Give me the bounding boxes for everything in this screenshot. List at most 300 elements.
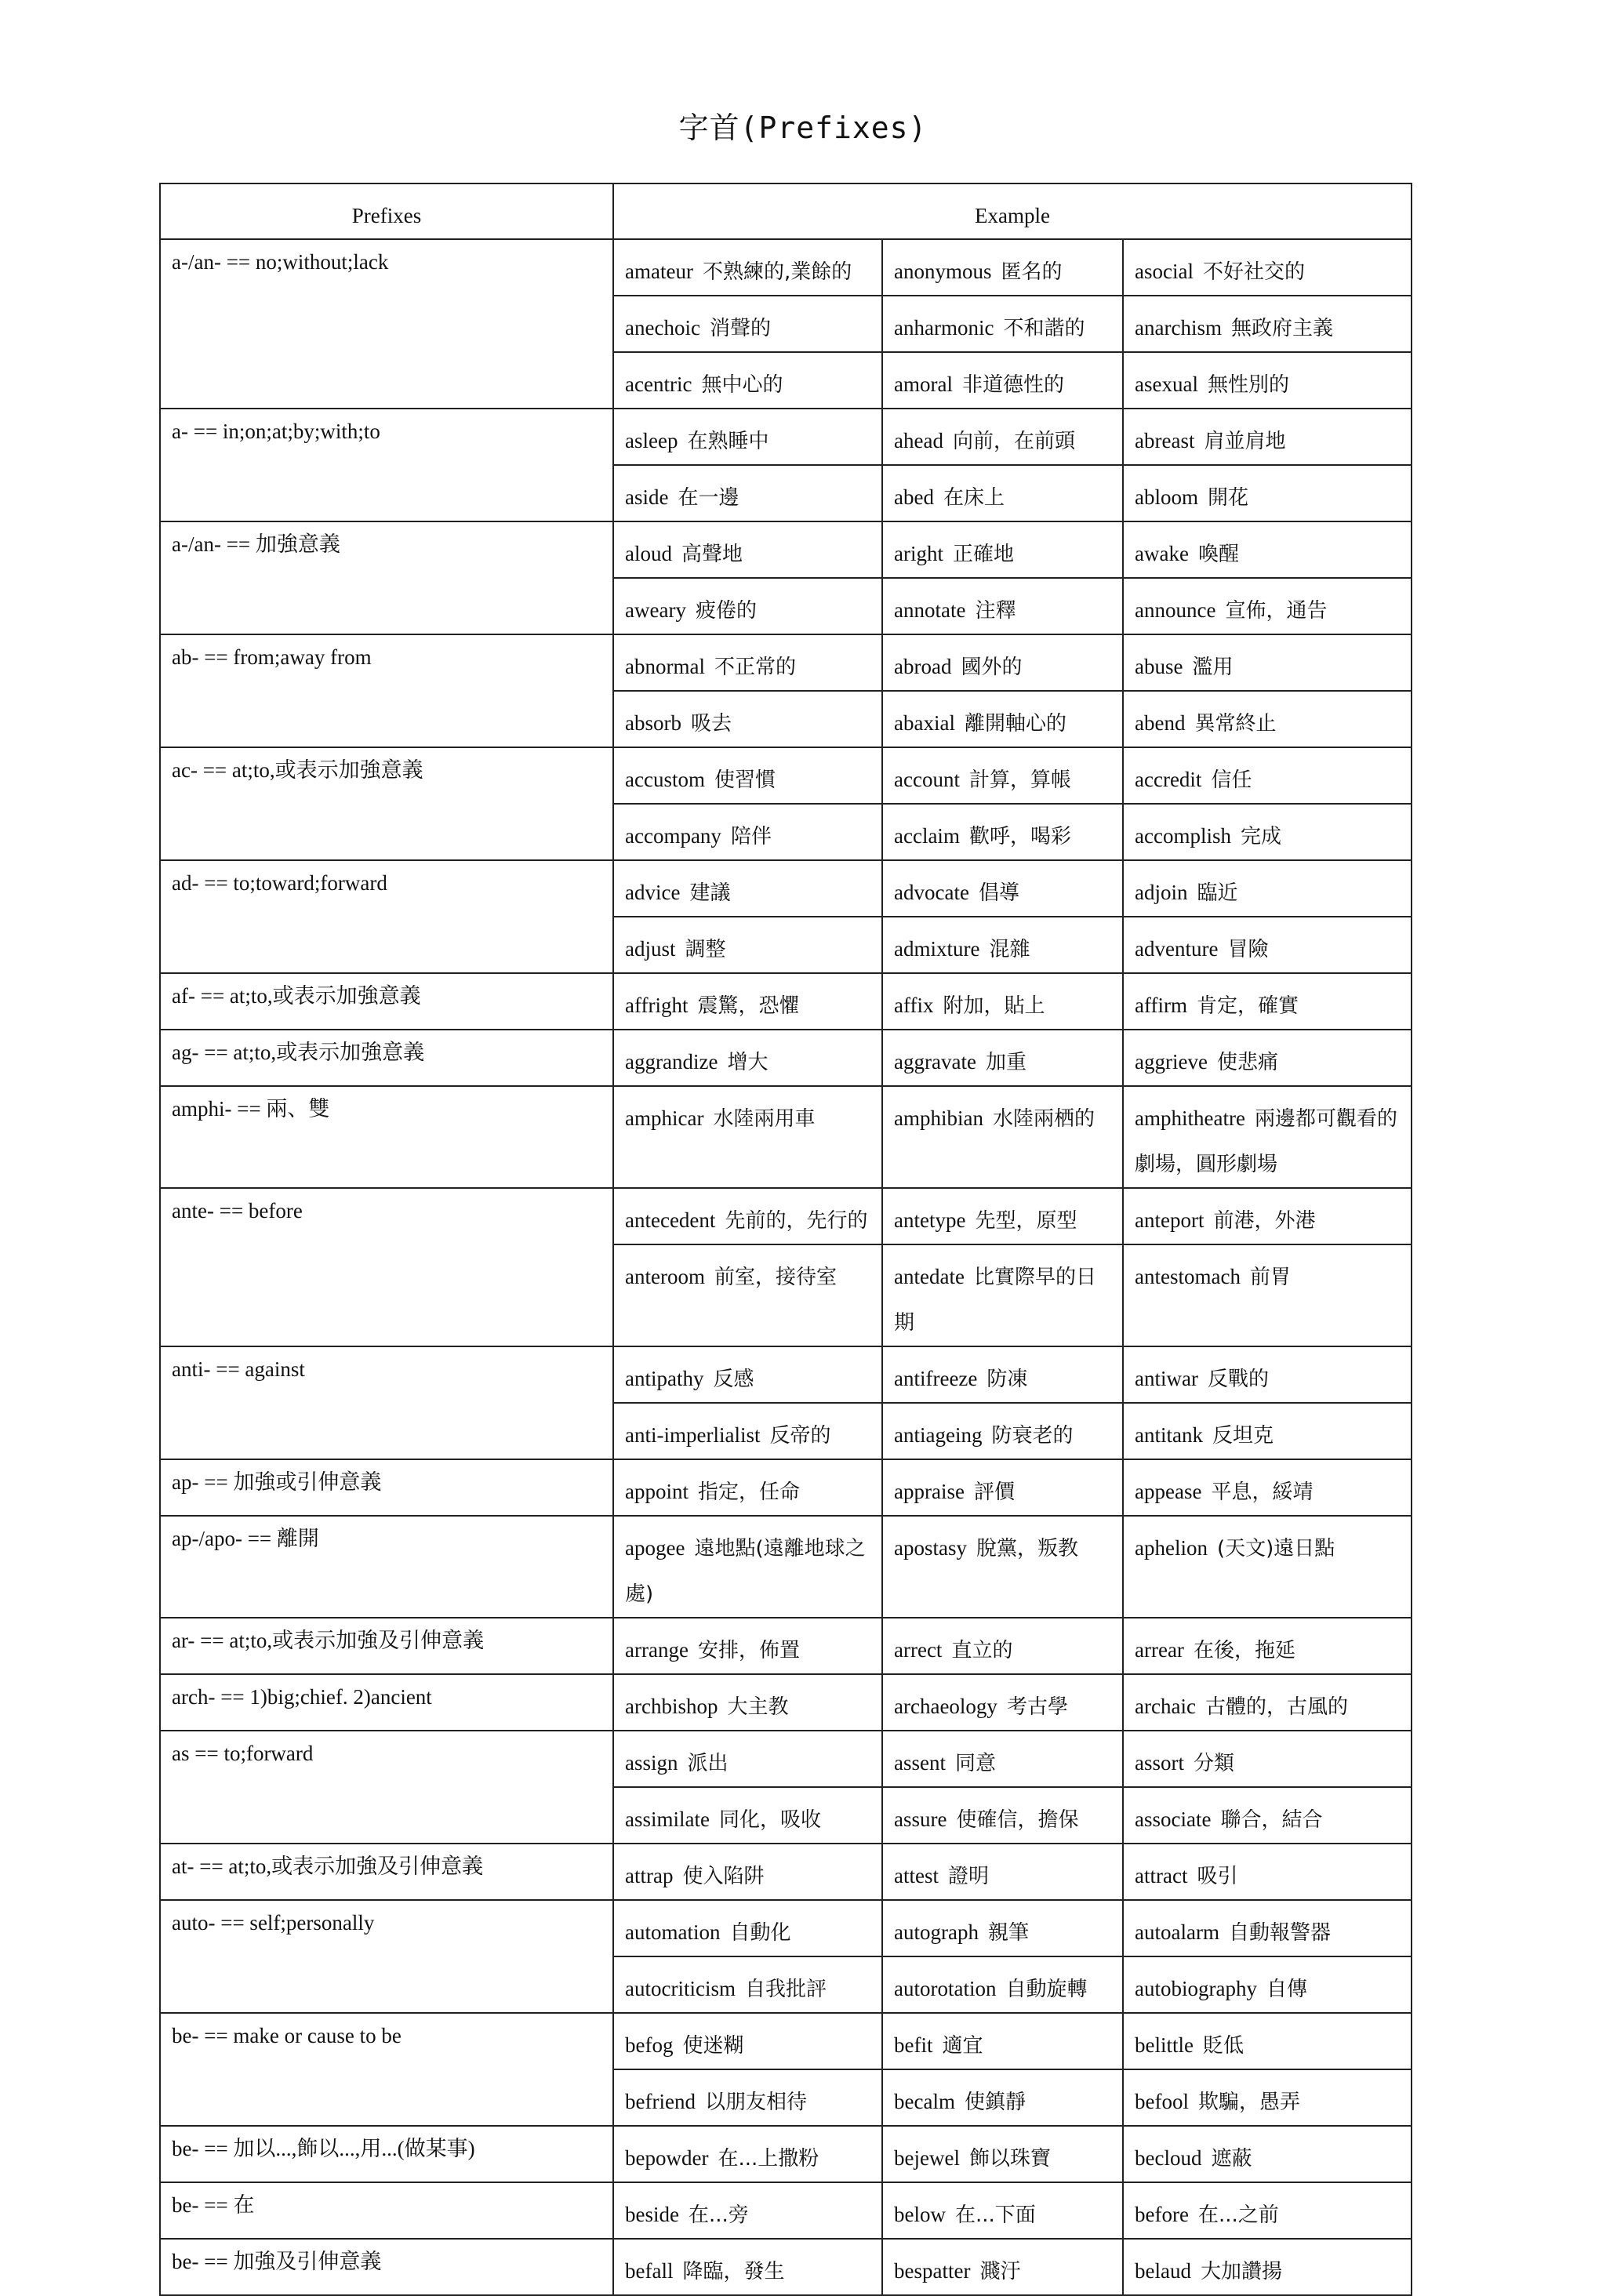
example-meaning: 高聲地	[681, 543, 743, 566]
example-cell	[1123, 917, 1412, 973]
example-word: asleep	[625, 429, 678, 452]
example-meaning: 使迷糊	[682, 2034, 744, 2058]
example-cell	[613, 296, 882, 352]
example-word: acclaim	[894, 824, 960, 848]
example-meaning: 比實際早的日期	[894, 1266, 1096, 1335]
example-meaning: 防凍	[986, 1368, 1028, 1391]
example-word: affix	[894, 994, 934, 1017]
example-cell	[882, 973, 1123, 1030]
example-word: aside	[625, 485, 669, 509]
example-meaning: 反戰的	[1207, 1368, 1269, 1391]
example-cell	[882, 578, 1123, 634]
example-meaning: 混雜	[989, 938, 1030, 961]
example-word: arrect	[894, 1638, 943, 1662]
example-meaning: 肯定，確實	[1196, 994, 1299, 1018]
example-word: amphibian	[894, 1106, 983, 1130]
table-body	[160, 239, 1412, 2295]
example-word: antifreeze	[894, 1367, 978, 1390]
table-row	[160, 521, 1412, 578]
example-meaning: 在...上撒粉	[718, 2147, 819, 2171]
prefix-cell: a- == in;on;at;by;with;to	[160, 409, 613, 521]
example-meaning: 遮蔽	[1211, 2147, 1252, 2171]
prefix-cell: arch- == 1)big;chief. 2)ancient	[160, 1674, 613, 1731]
example-cell	[1123, 1030, 1412, 1086]
example-meaning: 濺汙	[979, 2260, 1021, 2283]
example-meaning: 增大	[727, 1051, 768, 1074]
example-word: appraise	[894, 1480, 965, 1503]
example-meaning: 使習慣	[714, 768, 776, 792]
table-row	[160, 1844, 1412, 1900]
example-cell	[613, 1674, 882, 1731]
example-meaning: 異常終止	[1194, 712, 1277, 736]
example-word: assimilate	[625, 1807, 710, 1831]
example-word: bejewel	[894, 2146, 960, 2170]
example-word: anarchism	[1135, 316, 1222, 340]
example-word: accompany	[625, 824, 721, 848]
example-word: associate	[1135, 1807, 1212, 1831]
table-row	[160, 2182, 1412, 2239]
prefix-cell: ac- == at;to,或表示加強意義	[160, 747, 613, 860]
example-word: antetype	[894, 1208, 966, 1232]
example-meaning: 分類	[1194, 1752, 1235, 1775]
example-word: apostasy	[894, 1536, 967, 1560]
example-word: beside	[625, 2203, 679, 2226]
example-cell	[613, 1618, 882, 1674]
example-meaning: 注釋	[975, 599, 1016, 623]
example-cell	[1123, 1618, 1412, 1674]
example-meaning: 自動報警器	[1228, 1921, 1331, 1945]
table-row	[160, 747, 1412, 804]
example-meaning: 反帝的	[769, 1424, 831, 1448]
example-meaning: 親筆	[987, 1921, 1029, 1945]
example-word: annotate	[894, 598, 966, 622]
example-word: autograph	[894, 1920, 979, 1944]
example-word: account	[894, 768, 960, 791]
example-meaning: 吸去	[690, 712, 732, 736]
example-cell	[1123, 465, 1412, 521]
example-cell	[882, 1956, 1123, 2013]
example-meaning: 吸引	[1197, 1865, 1238, 1888]
example-cell	[1123, 1459, 1412, 1516]
example-word: becloud	[1135, 2146, 1202, 2170]
example-meaning: 消聲的	[709, 317, 771, 340]
example-meaning: 離開軸心的	[964, 712, 1066, 736]
example-word: anonymous	[894, 260, 992, 283]
example-word: antiageing	[894, 1423, 983, 1447]
example-cell	[1123, 634, 1412, 691]
example-cell	[613, 239, 882, 296]
example-meaning: 自傳	[1266, 1978, 1307, 2001]
example-word: attest	[894, 1864, 939, 1887]
prefix-cell: be- == 加強及引伸意義	[160, 2239, 613, 2295]
example-word: arrear	[1135, 1638, 1184, 1662]
example-word: affirm	[1135, 994, 1187, 1017]
example-cell	[1123, 860, 1412, 917]
example-meaning: 前港，外港	[1213, 1209, 1316, 1233]
example-word: admixture	[894, 937, 980, 961]
example-cell	[613, 1731, 882, 1787]
prefix-cell: be- == make or cause to be	[160, 2013, 613, 2126]
example-word: asocial	[1135, 260, 1194, 283]
example-cell	[613, 634, 882, 691]
table-row	[160, 1086, 1412, 1188]
table-row	[160, 634, 1412, 691]
table-row	[160, 2013, 1412, 2069]
example-word: apogee	[625, 1536, 685, 1560]
example-word: belaud	[1135, 2259, 1191, 2283]
example-cell	[613, 1956, 882, 2013]
prefix-cell: amphi- == 兩、雙	[160, 1086, 613, 1188]
example-meaning: 大主教	[727, 1695, 789, 1719]
example-word: announce	[1135, 598, 1216, 622]
example-word: appease	[1135, 1480, 1202, 1503]
example-word: antipathy	[625, 1367, 704, 1390]
example-word: affright	[625, 994, 689, 1017]
prefix-cell: ap- == 加強或引伸意義	[160, 1459, 613, 1516]
example-meaning: 濫用	[1192, 656, 1234, 679]
example-word: aweary	[625, 598, 686, 622]
example-cell	[882, 634, 1123, 691]
example-cell	[613, 1244, 882, 1346]
example-meaning: 不熟練的,業餘的	[702, 260, 852, 284]
example-word: aggrandize	[625, 1050, 718, 1074]
example-word: befool	[1135, 2090, 1189, 2113]
page-title: 字首(Prefixes)	[678, 111, 928, 145]
example-cell	[1123, 2126, 1412, 2182]
table-header-row	[160, 183, 1412, 239]
example-meaning: 先前的，先行的	[725, 1209, 868, 1233]
example-word: autorotation	[894, 1977, 997, 2000]
example-word: abed	[894, 485, 934, 509]
example-word: amateur	[625, 260, 693, 283]
prefix-table	[159, 183, 1412, 2296]
example-meaning: 考古學	[1006, 1695, 1068, 1719]
table-row	[160, 860, 1412, 917]
example-word: abloom	[1135, 485, 1198, 509]
example-word: acentric	[625, 372, 692, 396]
example-meaning: 國外的	[961, 656, 1023, 679]
example-cell	[1123, 2239, 1412, 2295]
example-cell	[613, 2126, 882, 2182]
example-word: amphitheatre	[1135, 1106, 1245, 1130]
example-word: aggrieve	[1135, 1050, 1208, 1074]
example-word: anharmonic	[894, 316, 994, 340]
example-meaning: 使確信，擔保	[956, 1808, 1079, 1832]
prefix-cell: anti- == against	[160, 1346, 613, 1459]
example-word: antiwar	[1135, 1367, 1198, 1390]
example-cell	[1123, 973, 1412, 1030]
example-meaning: 非道德性的	[961, 373, 1064, 397]
table-row	[160, 1674, 1412, 1731]
example-word: abroad	[894, 655, 952, 678]
example-meaning: 評價	[973, 1480, 1015, 1504]
example-cell	[882, 1346, 1123, 1403]
example-cell	[613, 1787, 882, 1844]
example-meaning: 使悲痛	[1216, 1051, 1278, 1074]
example-word: aloud	[625, 542, 672, 565]
example-meaning: 附加，貼上	[943, 994, 1045, 1018]
example-word: assent	[894, 1751, 946, 1775]
example-meaning: 信任	[1211, 768, 1252, 792]
example-cell	[613, 1030, 882, 1086]
example-word: antedate	[894, 1265, 965, 1288]
example-cell	[613, 2182, 882, 2239]
example-cell	[882, 1674, 1123, 1731]
example-meaning: 反感	[713, 1368, 754, 1391]
prefix-cell: be- == 加以...,飾以...,用...(做某事)	[160, 2126, 613, 2182]
example-meaning: 不好社交的	[1202, 260, 1305, 284]
example-word: autobiography	[1135, 1977, 1257, 2000]
example-cell	[613, 409, 882, 465]
example-word: accomplish	[1135, 824, 1231, 848]
example-meaning: 大加讚揚	[1200, 2260, 1282, 2283]
example-cell	[613, 1086, 882, 1188]
example-word: assign	[625, 1751, 678, 1775]
example-cell	[613, 1844, 882, 1900]
example-meaning: 同化，吸收	[718, 1808, 821, 1832]
example-word: archbishop	[625, 1695, 718, 1718]
example-cell	[613, 1516, 882, 1618]
example-meaning: 正確地	[952, 543, 1014, 566]
example-meaning: 臨近	[1197, 881, 1238, 905]
example-word: anechoic	[625, 316, 700, 340]
example-word: aphelion	[1135, 1536, 1208, 1560]
example-meaning: 自動化	[729, 1921, 791, 1945]
example-meaning: 脫黨，叛教	[976, 1537, 1078, 1560]
example-meaning: 加重	[985, 1051, 1026, 1074]
example-cell	[1123, 747, 1412, 804]
example-meaning: 疲倦的	[695, 599, 757, 623]
example-meaning: 使入陷阱	[682, 1865, 765, 1888]
example-cell	[882, 804, 1123, 860]
example-cell	[613, 1346, 882, 1403]
example-word: antestomach	[1135, 1265, 1241, 1288]
example-cell	[613, 1900, 882, 1956]
example-meaning: 兩邊都可觀看的劇場，圓形劇場	[1135, 1107, 1397, 1176]
example-cell	[613, 917, 882, 973]
example-cell	[882, 1244, 1123, 1346]
prefix-cell: at- == at;to,或表示加強及引伸意義	[160, 1844, 613, 1900]
example-word: befit	[894, 2033, 933, 2057]
example-cell	[882, 352, 1123, 409]
example-word: accredit	[1135, 768, 1202, 791]
example-meaning: 計算，算帳	[968, 768, 1071, 792]
table-row	[160, 2239, 1412, 2295]
example-meaning: 貶低	[1202, 2034, 1244, 2058]
example-cell	[1123, 1787, 1412, 1844]
example-cell	[882, 1731, 1123, 1787]
example-meaning: 不和諧的	[1003, 317, 1085, 340]
example-word: aggravate	[894, 1050, 976, 1074]
example-cell	[882, 1403, 1123, 1459]
example-cell	[882, 239, 1123, 296]
example-cell	[1123, 1188, 1412, 1244]
example-word: arrange	[625, 1638, 689, 1662]
example-cell	[613, 1403, 882, 1459]
example-meaning: 適宜	[942, 2034, 983, 2058]
example-cell	[613, 352, 882, 409]
example-cell	[1123, 1244, 1412, 1346]
example-cell	[882, 1516, 1123, 1618]
example-word: advocate	[894, 881, 969, 904]
example-meaning: 肩並肩地	[1204, 430, 1286, 453]
prefix-cell: a-/an- == no;without;lack	[160, 239, 613, 409]
example-meaning: 直立的	[951, 1639, 1013, 1662]
example-meaning: 陪伴	[730, 825, 772, 848]
example-cell	[1123, 1346, 1412, 1403]
example-meaning: 冒險	[1227, 938, 1269, 961]
example-word: anteroom	[625, 1265, 705, 1288]
example-word: abend	[1135, 711, 1186, 735]
example-meaning: 指定，任命	[698, 1480, 801, 1504]
example-meaning: 平息，綏靖	[1211, 1480, 1314, 1504]
example-meaning: 水陸兩用車	[713, 1107, 816, 1131]
example-word: belittle	[1135, 2033, 1194, 2057]
example-word: automation	[625, 1920, 721, 1944]
example-word: amoral	[894, 372, 953, 396]
example-word: becalm	[894, 2090, 955, 2113]
example-word: abuse	[1135, 655, 1183, 678]
example-word: archaic	[1135, 1695, 1196, 1718]
example-meaning: 古體的，古風的	[1204, 1695, 1348, 1719]
example-word: below	[894, 2203, 946, 2226]
prefix-cell: ar- == at;to,或表示加強及引伸意義	[160, 1618, 613, 1674]
example-cell	[882, 409, 1123, 465]
example-cell	[1123, 1674, 1412, 1731]
example-cell	[1123, 296, 1412, 352]
example-cell	[882, 521, 1123, 578]
table-row	[160, 2126, 1412, 2182]
example-cell	[882, 1618, 1123, 1674]
example-meaning: 在床上	[943, 486, 1005, 510]
table-row	[160, 1030, 1412, 1086]
example-cell	[1123, 1731, 1412, 1787]
example-cell	[613, 2239, 882, 2295]
example-meaning: 前室，接待室	[714, 1266, 837, 1289]
example-word: bepowder	[625, 2146, 709, 2170]
example-cell	[613, 578, 882, 634]
example-cell	[613, 521, 882, 578]
example-cell	[882, 2013, 1123, 2069]
example-meaning: 在...旁	[688, 2203, 749, 2227]
table-row	[160, 409, 1412, 465]
example-meaning: 在...下面	[954, 2203, 1036, 2227]
example-cell	[882, 465, 1123, 521]
example-meaning: 自我批評	[744, 1978, 827, 2001]
example-meaning: 完成	[1240, 825, 1281, 848]
prefix-cell: ad- == to;toward;forward	[160, 860, 613, 973]
example-meaning: (天文)遠日點	[1216, 1537, 1335, 1560]
example-word: autocriticism	[625, 1977, 736, 2000]
example-cell	[882, 1900, 1123, 1956]
example-cell	[613, 1459, 882, 1516]
example-cell	[882, 2126, 1123, 2182]
prefix-cell: af- == at;to,或表示加強意義	[160, 973, 613, 1030]
example-word: adjoin	[1135, 881, 1188, 904]
example-meaning: 喚醒	[1197, 543, 1239, 566]
example-meaning: 向前，在前頭	[952, 430, 1075, 453]
example-meaning: 在熟睡中	[687, 430, 769, 453]
example-cell	[613, 465, 882, 521]
example-word: befog	[625, 2033, 674, 2057]
example-cell	[882, 917, 1123, 973]
example-word: assort	[1135, 1751, 1184, 1775]
example-cell	[1123, 521, 1412, 578]
example-word: ahead	[894, 429, 943, 452]
prefix-cell: ab- == from;away from	[160, 634, 613, 747]
example-meaning: 聯合，結合	[1220, 1808, 1323, 1832]
table-row	[160, 1731, 1412, 1787]
example-cell	[613, 691, 882, 747]
example-header: Example	[613, 183, 1412, 239]
example-meaning: 先型，原型	[975, 1209, 1077, 1233]
example-word: asexual	[1135, 372, 1198, 396]
example-cell	[882, 1030, 1123, 1086]
example-meaning: 證明	[947, 1865, 989, 1888]
example-word: attract	[1135, 1864, 1188, 1887]
example-word: anteport	[1135, 1208, 1204, 1232]
example-cell	[882, 747, 1123, 804]
example-meaning: 調整	[685, 938, 726, 961]
example-word: accustom	[625, 768, 705, 791]
prefixes-header: Prefixes	[160, 183, 613, 239]
table-row	[160, 1516, 1412, 1618]
table-row	[160, 239, 1412, 296]
example-cell	[613, 2013, 882, 2069]
example-cell	[882, 1188, 1123, 1244]
example-cell	[613, 973, 882, 1030]
example-cell	[1123, 1900, 1412, 1956]
example-cell	[1123, 2013, 1412, 2069]
example-meaning: 防衰老的	[991, 1424, 1074, 1448]
example-word: abaxial	[894, 711, 955, 735]
example-word: befriend	[625, 2090, 696, 2113]
example-meaning: 無中心的	[701, 373, 783, 397]
example-word: bespatter	[894, 2259, 971, 2283]
example-cell	[882, 1844, 1123, 1900]
example-cell	[882, 1787, 1123, 1844]
example-word: autoalarm	[1135, 1920, 1219, 1944]
example-cell	[1123, 1844, 1412, 1900]
example-word: before	[1135, 2203, 1189, 2226]
example-cell	[613, 860, 882, 917]
example-word: anti-imperlialist	[625, 1423, 761, 1447]
example-word: antecedent	[625, 1208, 716, 1232]
example-cell	[882, 1086, 1123, 1188]
example-meaning: 遠地點(遠離地球之處)	[625, 1537, 866, 1606]
example-cell	[1123, 804, 1412, 860]
example-meaning: 震驚，恐懼	[697, 994, 800, 1018]
prefix-cell: auto- == self;personally	[160, 1900, 613, 2013]
prefix-cell: a-/an- == 加強意義	[160, 521, 613, 634]
example-meaning: 無政府主義	[1230, 317, 1333, 340]
example-word: awake	[1135, 542, 1189, 565]
example-cell	[882, 691, 1123, 747]
example-cell	[1123, 1956, 1412, 2013]
example-word: appoint	[625, 1480, 689, 1503]
prefix-cell: ap-/apo- == 離開	[160, 1516, 613, 1618]
example-word: assure	[894, 1807, 947, 1831]
example-meaning: 在後，拖延	[1193, 1639, 1295, 1662]
example-meaning: 安排，佈置	[697, 1639, 800, 1662]
example-cell	[1123, 1086, 1412, 1188]
example-cell	[1123, 1516, 1412, 1618]
example-word: amphicar	[625, 1106, 704, 1130]
example-cell	[1123, 2182, 1412, 2239]
example-word: antitank	[1135, 1423, 1203, 1447]
example-cell	[882, 2182, 1123, 2239]
example-meaning: 前胃	[1249, 1266, 1291, 1289]
